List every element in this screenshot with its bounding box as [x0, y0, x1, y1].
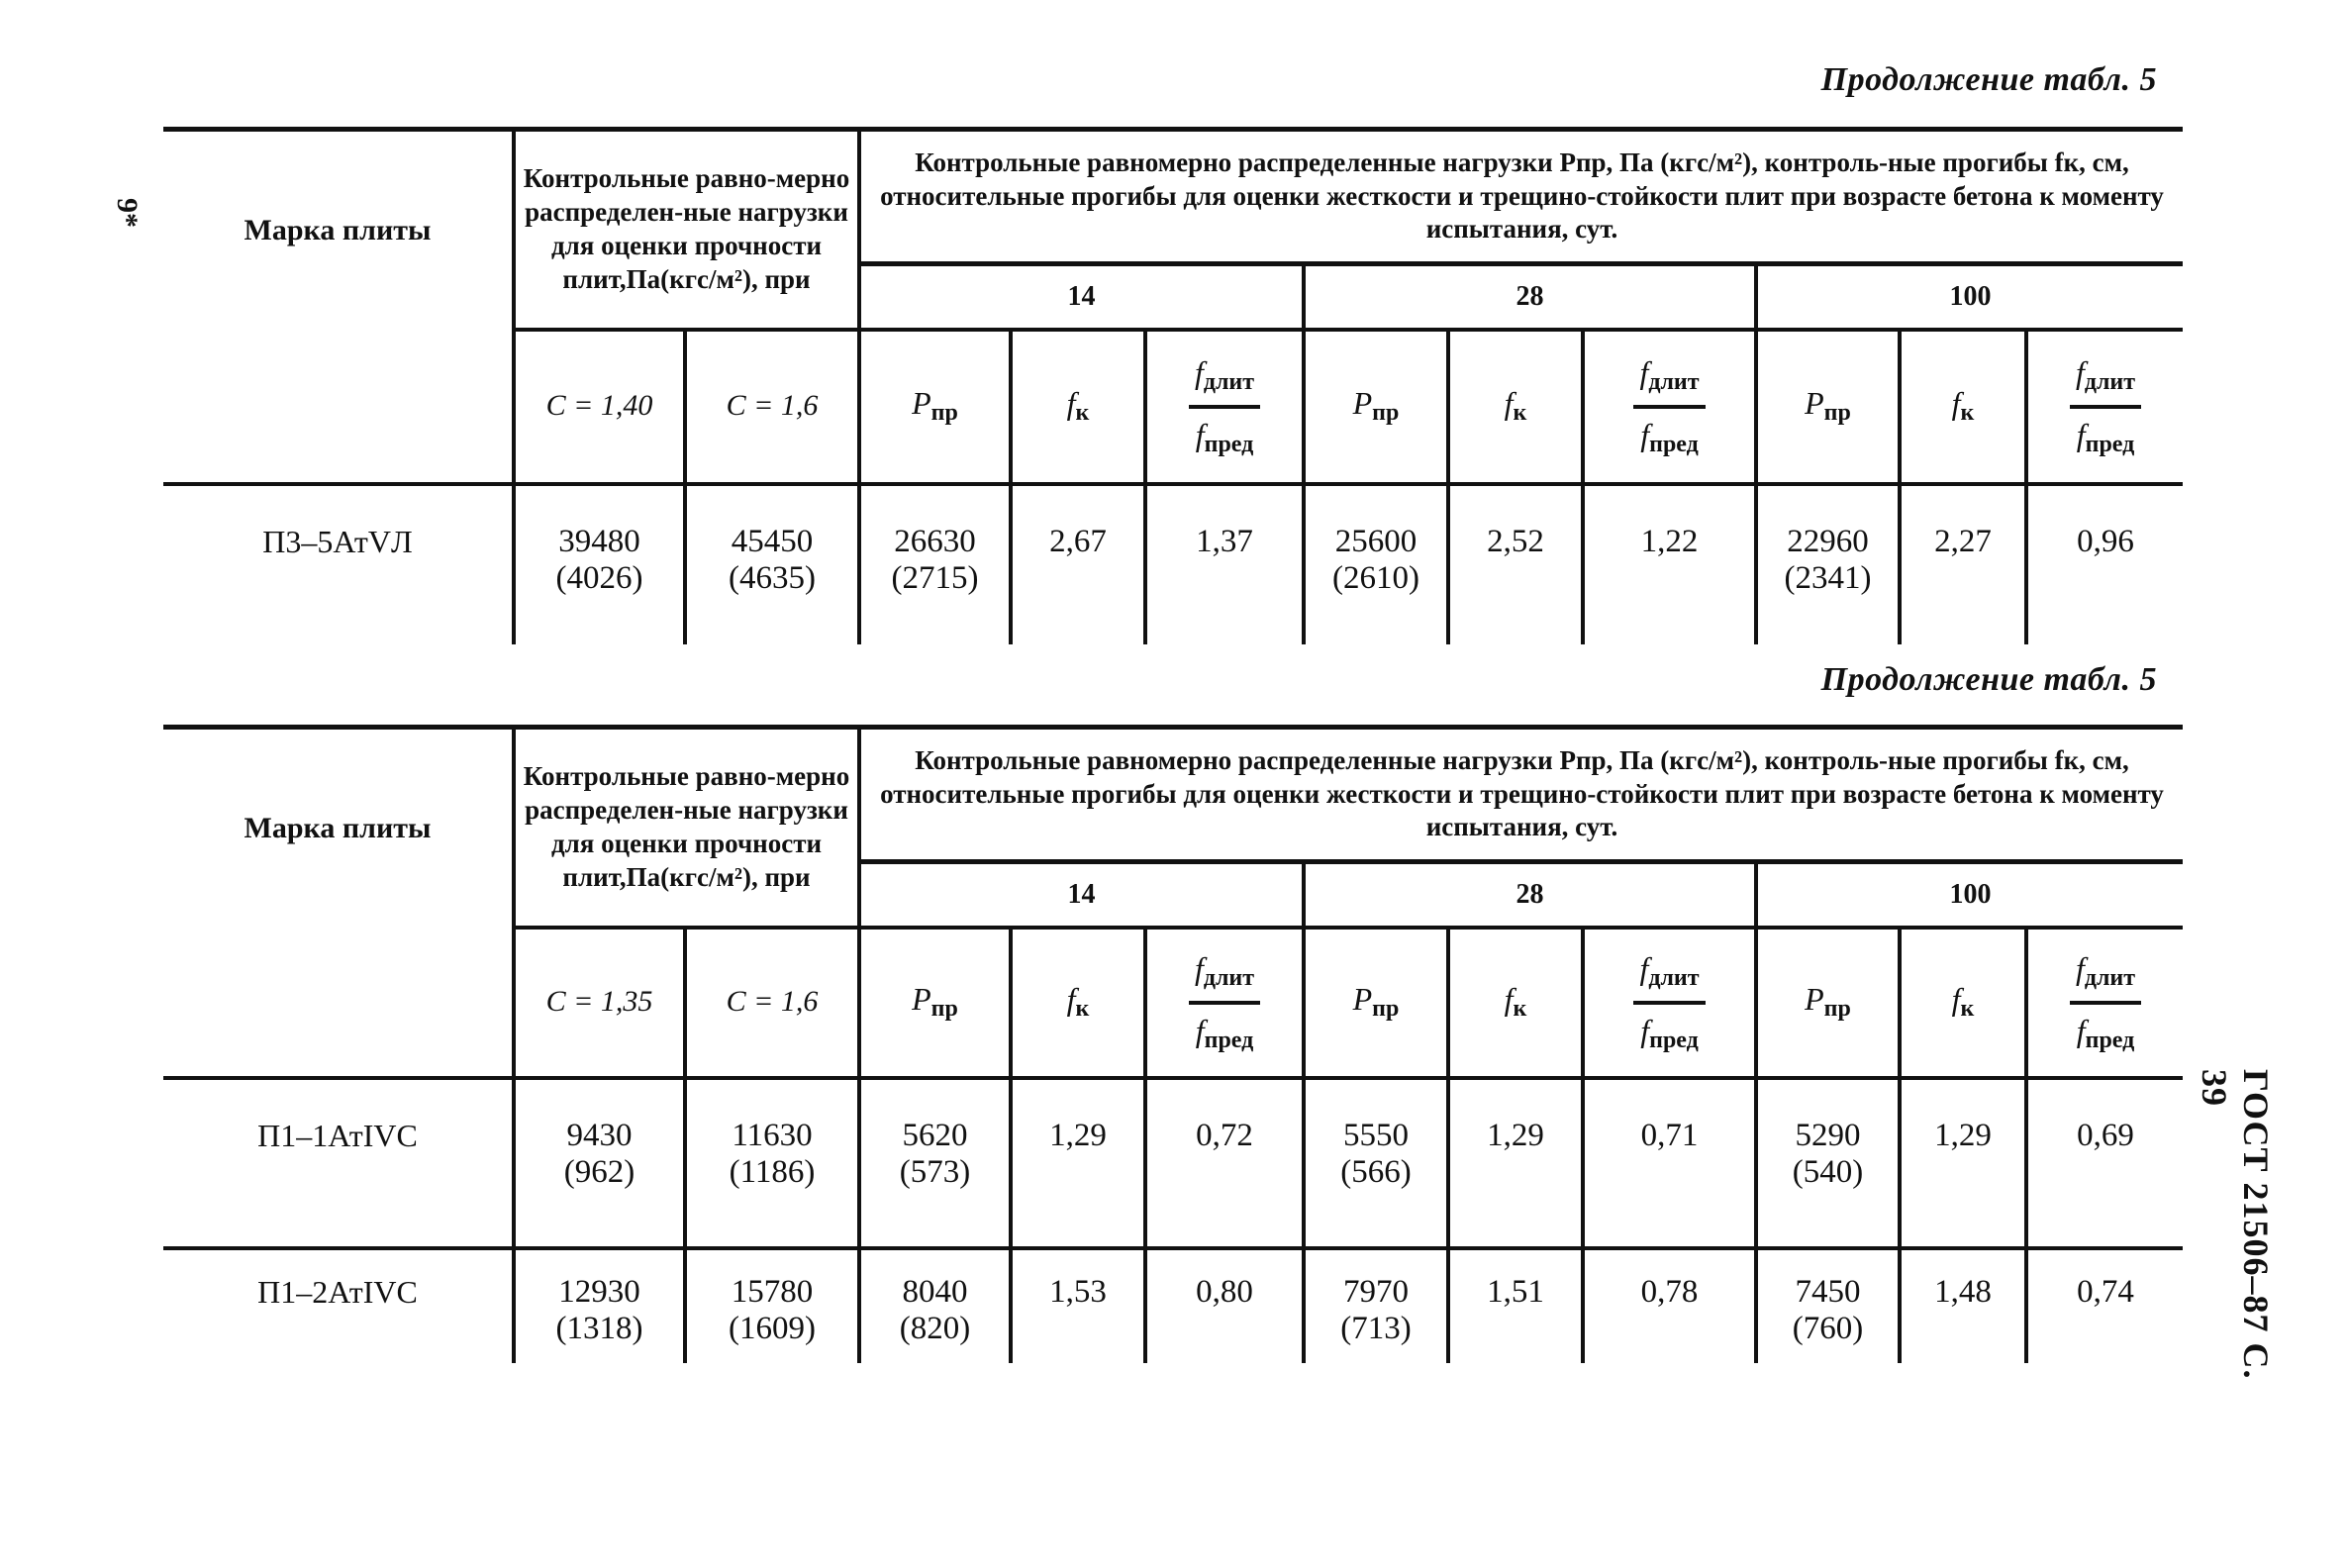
cell-p14: 5620 (573) — [859, 1078, 1011, 1248]
age-14: 14 — [859, 862, 1304, 928]
cell-r14: 0,72 — [1145, 1078, 1304, 1248]
age-28: 28 — [1304, 862, 1756, 928]
cell-f14: 1,29 — [1011, 1078, 1145, 1248]
c-value-2: C = 1,6 — [685, 928, 859, 1078]
p-symbol: Pпр — [1304, 330, 1448, 484]
table-caption: Продолжение табл. 5 — [1820, 661, 2157, 698]
p-symbol: Pпр — [859, 330, 1011, 484]
ratio-symbol: $\frac{\text{fдлит}}{\text{fпред}}$ — [1145, 928, 1304, 1078]
cell-p28: 25600 (2610) — [1304, 484, 1448, 644]
cell-f100: 2,27 — [1900, 484, 2026, 644]
cell-p28: 5550 (566) — [1304, 1078, 1448, 1248]
age-100: 100 — [1756, 862, 2183, 928]
ratio-symbol: $\frac{\text{fдлит}}{\text{fпред}}$ — [1583, 330, 1756, 484]
cell-c2: 15780 (1609) — [685, 1248, 859, 1363]
row-marka: П1–2АтIVС — [163, 1248, 514, 1363]
cell-c2: 45450 (4635) — [685, 484, 859, 644]
cell-p100: 22960 (2341) — [1756, 484, 1900, 644]
c-value-1: C = 1,35 — [514, 928, 685, 1078]
cell-p14: 8040 (820) — [859, 1248, 1011, 1363]
cell-c1: 12930 (1318) — [514, 1248, 685, 1363]
p-symbol: Pпр — [859, 928, 1011, 1078]
cell-f28: 1,29 — [1448, 1078, 1583, 1248]
cell-c1: 9430 (962) — [514, 1078, 685, 1248]
f-symbol: fк — [1900, 928, 2026, 1078]
cell-r28: 0,78 — [1583, 1248, 1756, 1363]
cell-r14: 1,37 — [1145, 484, 1304, 644]
cell-f14: 1,53 — [1011, 1248, 1145, 1363]
f-symbol: fк — [1011, 330, 1145, 484]
table-row — [163, 484, 2183, 644]
cell-r28: 0,71 — [1583, 1078, 1756, 1248]
p-symbol: Pпр — [1756, 928, 1900, 1078]
age-100: 100 — [1756, 264, 2183, 330]
age-14: 14 — [859, 264, 1304, 330]
row-marka: П1–1АтIVС — [163, 1078, 514, 1248]
cell-p100: 7450 (760) — [1756, 1248, 1900, 1363]
cell-p14: 26630 (2715) — [859, 484, 1011, 644]
header-deflection: Контрольные равномерно распределенные нагрузки Pпр, Па (кгс/м²), контроль-ные прогибы fк, см, относительные прогибы для оценки жесткости и трещино-стойкости плит при возрасте бетона к моменту испытания, сут. — [859, 728, 2183, 862]
cell-c2: 11630 (1186) — [685, 1078, 859, 1248]
cell-f14: 2,67 — [1011, 484, 1145, 644]
table-5-continuation-1 — [163, 127, 2183, 644]
cell-f100: 1,29 — [1900, 1078, 2026, 1248]
f-symbol: fк — [1900, 330, 2026, 484]
cell-f100: 1,48 — [1900, 1248, 2026, 1363]
cell-f28: 1,51 — [1448, 1248, 1583, 1363]
table-row — [163, 1248, 2183, 1363]
cell-r100: 0,69 — [2026, 1078, 2183, 1248]
p-symbol: Pпр — [1756, 330, 1900, 484]
gost-page-header: ГОСТ 21506–87 С. 39 — [2195, 1069, 2276, 1380]
table-caption: Продолжение табл. 5 — [1820, 61, 2157, 98]
ratio-symbol: $\frac{\text{fдлит}}{\text{fпред}}$ — [2026, 330, 2183, 484]
cell-r100: 0,74 — [2026, 1248, 2183, 1363]
ratio-symbol: $\frac{\text{fдлит}}{\text{fпред}}$ — [1583, 928, 1756, 1078]
c-value-2: C = 1,6 — [685, 330, 859, 484]
header-marka: Марка плиты — [163, 728, 514, 928]
header-marka: Марка плиты — [163, 130, 514, 330]
cell-r14: 0,80 — [1145, 1248, 1304, 1363]
age-28: 28 — [1304, 264, 1756, 330]
cell-f28: 2,52 — [1448, 484, 1583, 644]
cell-r28: 1,22 — [1583, 484, 1756, 644]
header-deflection: Контрольные равномерно распределенные нагрузки Pпр, Па (кгс/м²), контроль-ные прогибы fк, см, относительные прогибы для оценки жесткости и трещино-стойкости плит при возрасте бетона к моменту испытания, сут. — [859, 130, 2183, 264]
p-symbol: Pпр — [1304, 928, 1448, 1078]
header-strength: Контрольные равно-мерно распределен-ные нагрузки для оценки прочности плит,Па(кгс/м²), при — [514, 130, 859, 330]
header-strength: Контрольные равно-мерно распределен-ные нагрузки для оценки прочности плит,Па(кгс/м²), при — [514, 728, 859, 928]
table-5-continuation-2 — [163, 725, 2183, 1363]
cell-r100: 0,96 — [2026, 484, 2183, 644]
c-value-1: C = 1,40 — [514, 330, 685, 484]
f-symbol: fк — [1448, 928, 1583, 1078]
ratio-symbol: $\frac{\text{fдлит}}{\text{fпред}}$ — [1145, 330, 1304, 484]
f-symbol: fк — [1448, 330, 1583, 484]
table-row — [163, 1078, 2183, 1248]
f-symbol: fк — [1011, 928, 1145, 1078]
row-marka: П3–5АтVЛ — [163, 484, 514, 644]
cell-c1: 39480 (4026) — [514, 484, 685, 644]
page-number-mark: 9* — [111, 198, 144, 228]
cell-p28: 7970 (713) — [1304, 1248, 1448, 1363]
cell-p100: 5290 (540) — [1756, 1078, 1900, 1248]
ratio-symbol: $\frac{\text{fдлит}}{\text{fпред}}$ — [2026, 928, 2183, 1078]
